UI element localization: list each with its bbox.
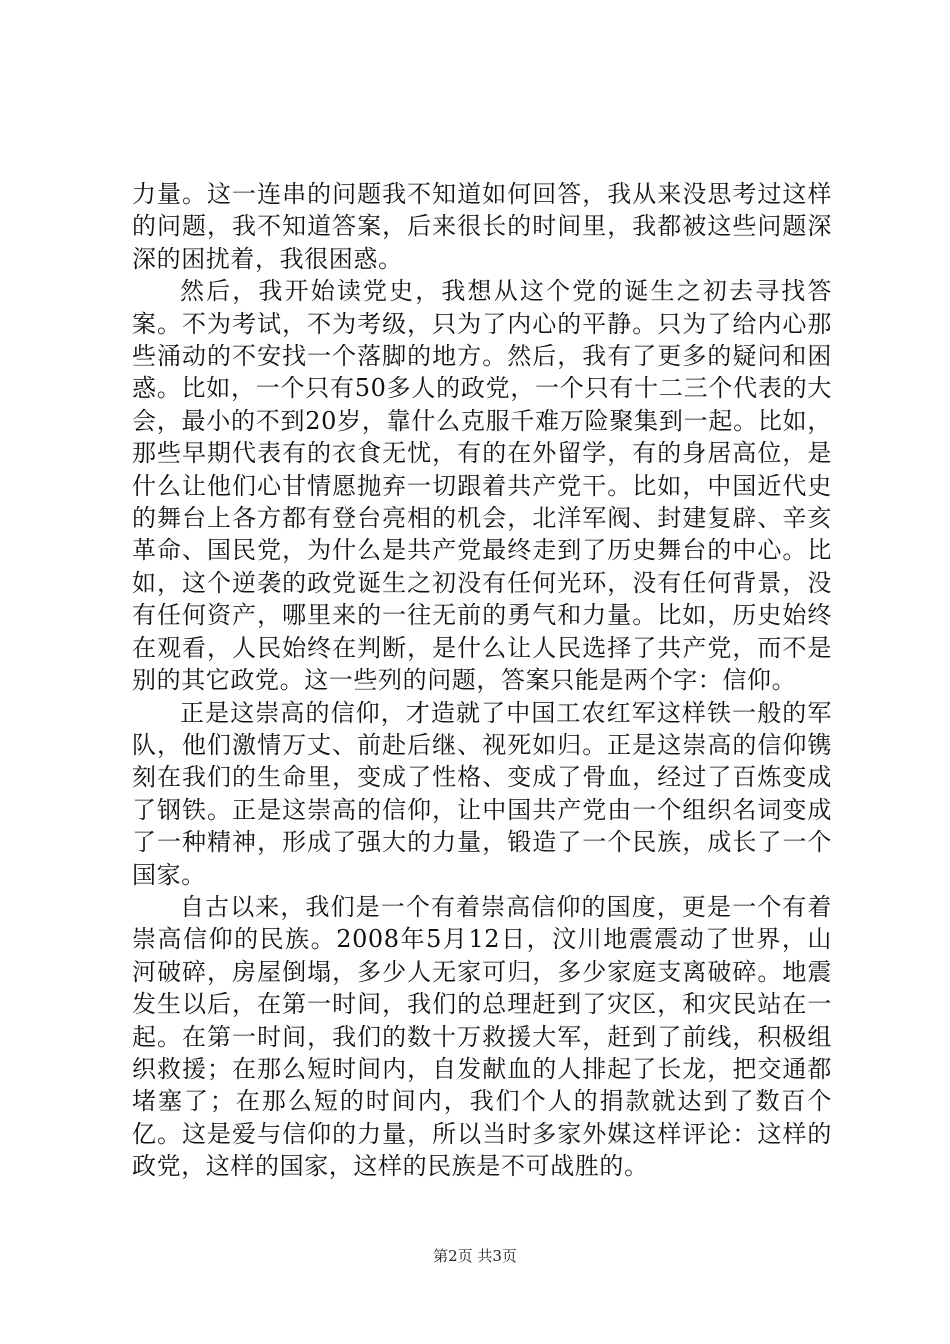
paragraph-1: 力量。这一连串的问题我不知道如何回答，我从来没思考过这样的问题，我不知道答案，后来很长的时间里，我都被这些问题深深的困扰着，我很困惑。 <box>132 180 832 273</box>
paragraph-4: 自古以来，我们是一个有着崇高信仰的国度，更是一个有着崇高信仰的民族。2008年5月12日，汶川地震震动了世界，山河破碎，房屋倒塌，多少人无家可归，多少家庭支离破碎。地震发生以后，在第一时间，我们的总理赶到了灾区，和灾民站在一起。在第一时间，我们的数十万救援大军，赶到了前线，积极组织救援；在那么短时间内，自发献血的人排起了长龙，把交通都堵塞了；在那么短的时间内，我们个人的捐款就达到了数百个亿。这是爱与信仰的力量，所以当时多家外媒这样评论：这样的政党，这样的国家，这样的民族是不可战胜的。 <box>132 892 832 1181</box>
paragraph-2: 然后，我开始读党史，我想从这个党的诞生之初去寻找答案。不为考试，不为考级，只为了内心的平静。只为了给内心那些涌动的不安找一个落脚的地方。然后，我有了更多的疑问和困惑。比如，一个只有50多人的政党，一个只有十二三个代表的大会，最小的不到20岁，靠什么克服千难万险聚集到一起。比如，那些早期代表有的衣食无忧，有的在外留学，有的身居高位，是什么让他们心甘情愿抛弃一切跟着共产党干。比如，中国近代史的舞台上各方都有登台亮相的机会，北洋军阀、封建复辟、辛亥革命、国民党，为什么是共产党最终走到了历史舞台的中心。比如，这个逆袭的政党诞生之初没有任何光环，没有任何背景，没有任何资产，哪里来的一往无前的勇气和力量。比如，历史始终在观看，人民始终在判断，是什么让人民选择了共产党，而不是别的其它政党。这一些列的问题，答案只能是两个字：信仰。 <box>132 277 832 695</box>
document-body <box>132 178 832 1183</box>
paragraph-3: 正是这崇高的信仰，才造就了中国工农红军这样铁一般的军队，他们激情万丈、前赴后继、视死如归。正是这崇高的信仰镌刻在我们的生命里，变成了性格、变成了骨血，经过了百炼变成了钢铁。正是这崇高的信仰，让中国共产党由一个组织名词变成了一种精神，形成了强大的力量，锻造了一个民族，成长了一个国家。 <box>132 698 832 889</box>
page-number-footer: 第2页 共3页 <box>433 1247 517 1265</box>
